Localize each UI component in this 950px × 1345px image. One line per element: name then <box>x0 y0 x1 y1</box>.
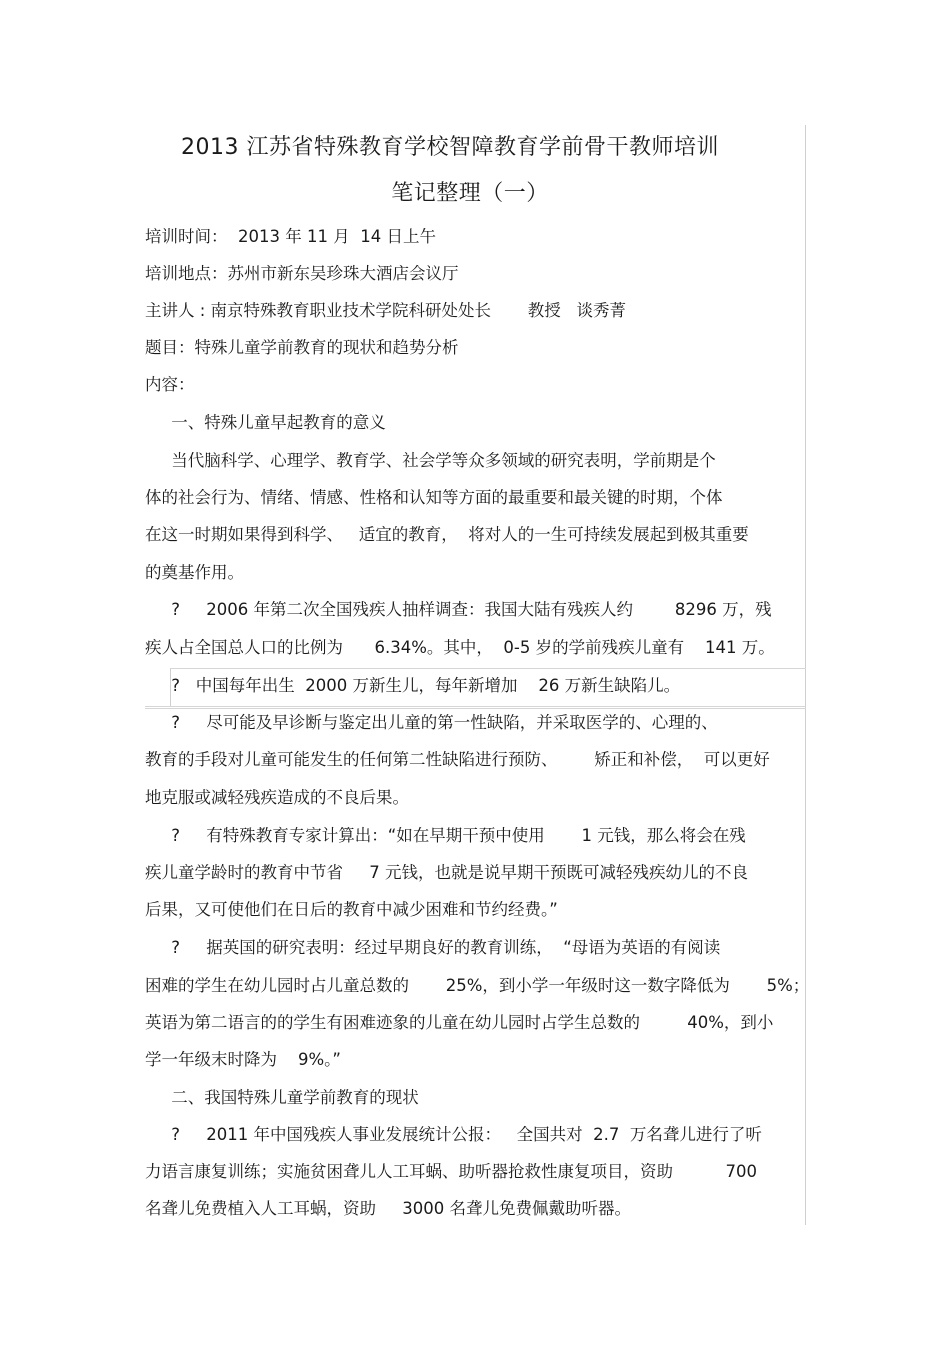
paragraph-line: 困难的学生在幼儿园时占儿童总数的 25%，到小学一年级时这一数字降低为 5%； <box>145 976 810 995</box>
paragraph-line: 当代脑科学、心理学、教育学、社会学等众多领域的研究表明，学前期是个 <box>145 451 716 470</box>
paragraph-line: ? 中国每年出生 2000 万新生儿，每年新增加 26 万新生缺陷儿。 <box>145 676 681 695</box>
rule-2 <box>145 706 806 707</box>
training-time: 培训时间： 2013 年 11 月 14 日上午 <box>145 227 436 246</box>
lecturer: 主讲人 : 南京特殊教育职业技术学院科研处处长 教授 谈秀菁 <box>145 301 626 320</box>
section-heading-1: 一、特殊儿童早起教育的意义 <box>145 413 386 432</box>
paragraph-line: ? 2006 年第二次全国残疾人抽样调查：我国大陆有残疾人约 8296 万，残 <box>145 600 772 619</box>
paragraph-line: 的奠基作用。 <box>145 563 244 582</box>
section-heading-2: 二、我国特殊儿童学前教育的现状 <box>145 1088 419 1107</box>
paragraph-line: ? 尽可能及早诊断与鉴定出儿童的第一性缺陷，并采取医学的、心理的、 <box>145 713 718 732</box>
paragraph-line: 名聋儿免费植入人工耳蜗，资助 3000 名聋儿免费佩戴助听器。 <box>145 1199 631 1218</box>
paragraph-line: 在这一时期如果得到科学、 适宜的教育， 将对人的一生可持续发展起到极其重要 <box>145 525 749 544</box>
document-title-line1: 2013 江苏省特殊教育学校智障教育学前骨干教师培训 <box>181 135 719 160</box>
paragraph-line: 地克服或减轻残疾造成的不良后果。 <box>145 788 409 807</box>
training-location: 培训地点：苏州市新东吴珍珠大酒店会议厅 <box>145 264 459 283</box>
right-margin-rule <box>805 125 806 1225</box>
document-title-line2: 笔记整理（一） <box>391 181 549 206</box>
topic: 题目：特殊儿童学前教育的现状和趋势分析 <box>145 338 459 357</box>
paragraph-line: 疾人占全国总人口的比例为 6.34%。其中， 0-5 岁的学前残疾儿童有 141 万。 <box>145 638 775 657</box>
paragraph-line: ? 2011 年中国残疾人事业发展统计公报： 全国共对 2.7 万名聋儿进行了听 <box>145 1125 762 1144</box>
paragraph-line: 后果，又可使他们在日后的教育中减少困难和节约经费。” <box>145 900 558 919</box>
paragraph-line: 力语言康复训练；实施贫困聋儿人工耳蜗、助听器抢救性康复项目，资助 700 <box>145 1162 757 1181</box>
paragraph-line: 疾儿童学龄时的教育中节省 7 元钱，也就是说早期干预既可减轻残疾幼儿的不良 <box>145 863 748 882</box>
paragraph-line: 学一年级末时降为 9%。” <box>145 1050 341 1069</box>
content-label: 内容： <box>145 375 195 394</box>
paragraph-line: ? 据英国的研究表明：经过早期良好的教育训练， “母语为英语的有阅读 <box>145 938 721 957</box>
paragraph-line: 英语为第二语言的的学生有困难迹象的儿童在幼儿园时占学生总数的 40%，到小 <box>145 1013 774 1032</box>
rule-1 <box>170 668 806 669</box>
paragraph-line: 教育的手段对儿童可能发生的任何第二性缺陷进行预防、 矫正和补偿， 可以更好 <box>145 750 770 769</box>
paragraph-line: ? 有特殊教育专家计算出：“如在早期干预中使用 1 元钱，那么将会在残 <box>145 826 746 845</box>
paragraph-line: 体的社会行为、情绪、情感、性格和认知等方面的最重要和最关键的时期，个体 <box>145 488 723 507</box>
rule-3 <box>145 708 806 709</box>
